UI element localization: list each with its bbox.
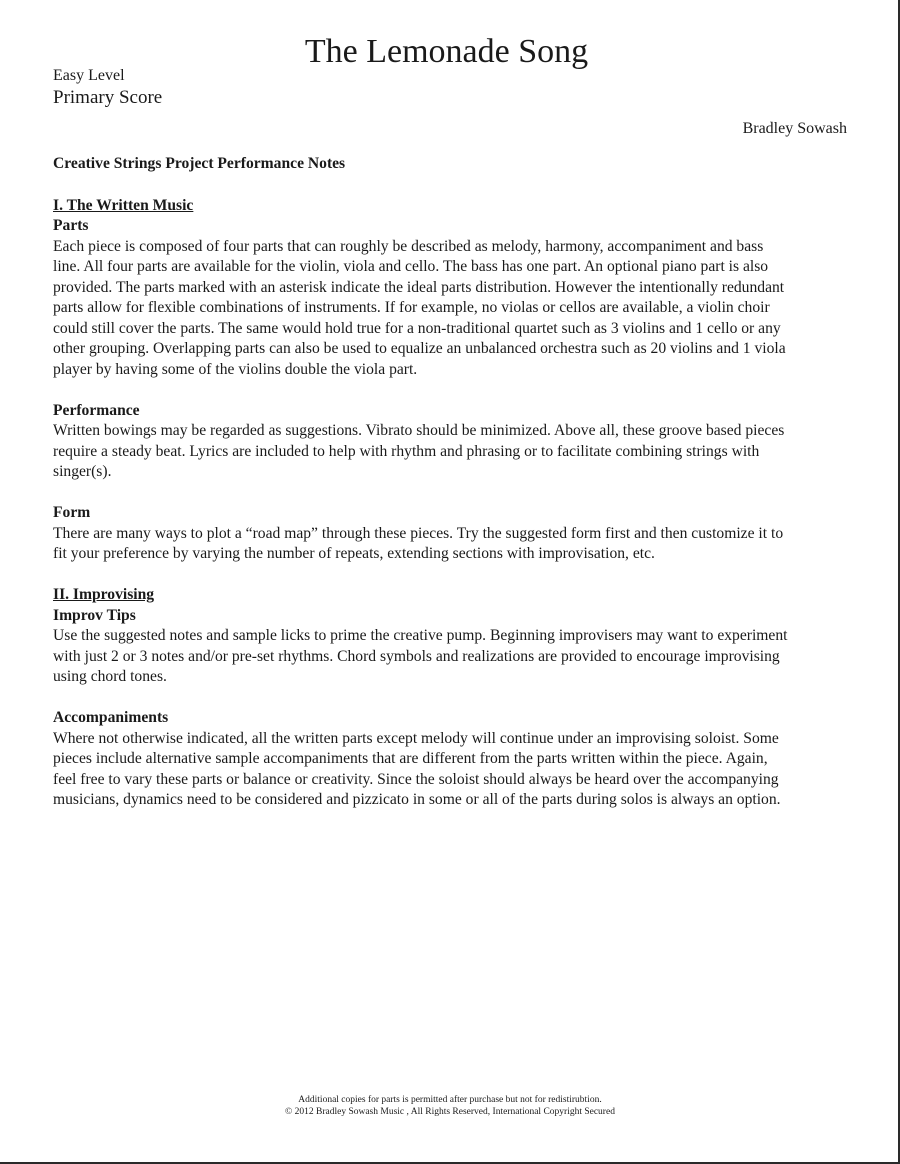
paragraph-performance: Written bowings may be regarded as suggestions. Vibrato should be minimized. Above all, these groove based pieces require a steady beat. Lyrics are included to help with rhythm and phrasing or to facilitate combining strings with singer(s). bbox=[53, 422, 785, 480]
paragraph-parts: Each piece is composed of four parts that can roughly be described as melody, harmony, accompaniment and bass line. All four parts are available for the violin, viola and cello. The bass has one part. An optional piano part is also provided. The parts marked with an asterisk indicate the ideal parts distribution. However the intentionally redundant parts allow for flexible combinations of instruments. If for example, no violas or cellos are available, a violin choir could still cover the parts. The same would hold true for a non-traditional quartet such as 3 violins and 1 cello or any other grouping. Overlapping parts can also be used to equalize an unbalanced orchestra such as 20 violins and 1 viola player by having some of the violins double the viola part. bbox=[53, 237, 786, 378]
footer-copyright: © 2012 Bradley Sowash Music , All Rights Reserved, International Copyright Secured bbox=[285, 1107, 615, 1117]
paragraph-improv-tips: Use the suggested notes and sample licks to prime the creative pump. Beginning improvisers may want to experiment with just 2 or 3 notes and/or pre-set rhythms. Chord symbols and realizations are provided to encourage improvising using chord tones. bbox=[53, 627, 788, 685]
notes-title: Creative Strings Project Performance Notes bbox=[53, 155, 346, 172]
composer-name: Bradley Sowash bbox=[742, 120, 847, 137]
subheading-accompaniments: Accompaniments bbox=[53, 709, 169, 726]
subheading-performance: Performance bbox=[53, 401, 140, 419]
page-title: The Lemonade Song bbox=[304, 33, 589, 70]
performance-notes bbox=[53, 154, 793, 831]
paragraph-accompaniments: Where not otherwise indicated, all the written parts except melody will continue under an improvising soloist. Some pieces include alternative sample accompaniments that are different from the parts written within the piece. Again, feel free to vary these parts or balance or creativity. Since the soloist should always be heard over the accompanying musicians, dynamics need to be considered and pizzicato in some or all of the parts during solos is always an option. bbox=[53, 729, 781, 808]
score-type: Primary Score bbox=[53, 87, 163, 108]
subheading-improv-tips: Improv Tips bbox=[53, 606, 136, 624]
section-heading-improvising: II. Improvising bbox=[53, 586, 155, 603]
paragraph-form: There are many ways to plot a “road map” through these pieces. Try the suggested form first and then customize it to fit your preference by varying the number of repeats, extending sections with improvisation, etc. bbox=[53, 524, 784, 562]
page-footer bbox=[0, 1094, 900, 1118]
footer-permission-note: Additional copies for parts is permitted after purchase but not for redistirubtion. bbox=[298, 1095, 602, 1105]
difficulty-level: Easy Level bbox=[53, 67, 125, 84]
subheading-form: Form bbox=[53, 504, 91, 521]
subheading-parts: Parts bbox=[53, 217, 89, 234]
section-heading-written-music: I. The Written Music bbox=[53, 196, 194, 214]
